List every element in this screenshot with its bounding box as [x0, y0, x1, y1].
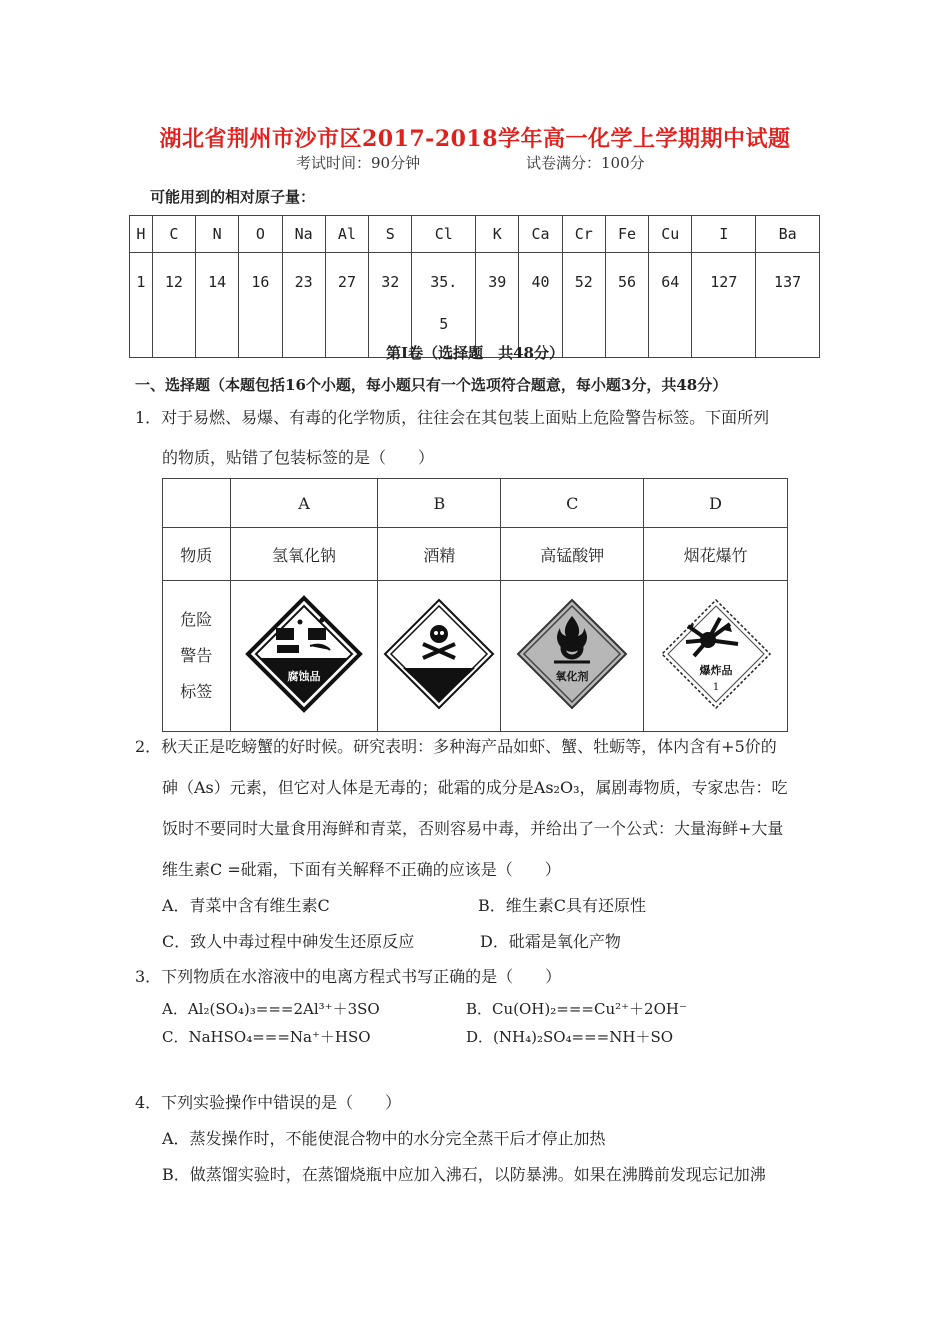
corrosive-sign-text: 腐蚀品: [287, 670, 321, 683]
q1-sign-b: [378, 581, 501, 732]
mass-cell: 56: [605, 253, 648, 358]
q1-substance-row: [163, 528, 788, 581]
q2-line1: 2．秋天正是吃螃蟹的好时候。研究表明：多种海产品如虾、蟹、牡蛎等，体内含有+5价的: [135, 737, 777, 756]
q1-corner-cell: [163, 479, 231, 528]
q1-substance-label: 物质: [163, 528, 231, 581]
q1-sign-a: [230, 581, 378, 732]
q2-line4: 维生素C =砒霜，下面有关解释不正确的应该是（ ）: [162, 860, 561, 879]
q3-stem: 3．下列物质在水溶液中的电离方程式书写正确的是（ ）: [135, 967, 562, 986]
q3-option-d: D．(NH₄)₂SO₄===NH＋SO: [466, 1028, 674, 1046]
toxic-sign-icon: [381, 596, 497, 712]
element-cell: H: [130, 216, 153, 253]
mass-cell: 39: [476, 253, 519, 358]
mass-cell: 35. 5: [412, 253, 476, 358]
atomic-mass-table: [129, 215, 820, 358]
q1-warning-label: [163, 581, 231, 732]
element-cell: Ba: [756, 216, 820, 253]
mass-cell: 137: [756, 253, 820, 358]
q1-option-header: B: [378, 479, 501, 528]
mass-cell: 14: [196, 253, 239, 358]
mass-cell: 40: [519, 253, 562, 358]
element-cell: K: [476, 216, 519, 253]
element-cell: I: [692, 216, 756, 253]
mass-cell: 27: [325, 253, 368, 358]
mass-cell: 52: [562, 253, 605, 358]
q4-stem: 4．下列实验操作中错误的是（ ）: [135, 1093, 402, 1112]
q1-option-header: A: [230, 479, 378, 528]
mass-cell: 32: [369, 253, 412, 358]
q2-option-a: A．青菜中含有维生素C: [162, 896, 330, 915]
q1-sign-c: [501, 581, 644, 732]
warning-label-line: 标签: [180, 682, 213, 701]
explosive-sign-text: 爆炸品: [699, 664, 733, 677]
q1-option-header: D: [644, 479, 788, 528]
q2-option-c: C．致人中毒过程中砷发生还原反应: [162, 932, 415, 951]
element-row: [130, 216, 820, 253]
element-cell: Fe: [605, 216, 648, 253]
explosive-sign-icon: [658, 596, 774, 712]
q1-line2: 的物质，贴错了包装标签的是（ ）: [162, 448, 435, 467]
section-heading: 第Ⅰ卷（选择题 共48分）: [386, 344, 564, 362]
q2-line3: 饭时不要同时大量食用海鲜和青菜，否则容易中毒，并给出了一个公式：大量海鲜+大量: [162, 819, 784, 838]
mass-cell: 23: [282, 253, 325, 358]
mass-cell: 16: [239, 253, 282, 358]
q3-option-c: C．NaHSO₄===Na⁺＋HSO: [162, 1028, 371, 1046]
q1-option-header: C: [501, 479, 644, 528]
q1-table: [162, 478, 788, 732]
element-cell: N: [196, 216, 239, 253]
q2-option-b: B．维生素C具有还原性: [478, 896, 647, 915]
element-cell: O: [239, 216, 282, 253]
element-cell: Cr: [562, 216, 605, 253]
exam-title: 湖北省荆州市沙市区2017-2018学年高一化学上学期期中试题: [159, 126, 791, 152]
mass-cell: 12: [152, 253, 195, 358]
element-cell: Ca: [519, 216, 562, 253]
atomic-mass-label: 可能用到的相对原子量：: [150, 188, 316, 206]
q1-substance-c: 高锰酸钾: [501, 528, 644, 581]
q1-header-row: [163, 479, 788, 528]
q3-option-a: A．Al₂(SO₄)₃===2Al³⁺＋3SO: [162, 1000, 380, 1018]
q1-substance-d: 烟花爆竹: [644, 528, 788, 581]
element-cell: S: [369, 216, 412, 253]
explosive-sign-number: 1: [712, 682, 719, 693]
corrosive-sign-icon: [244, 594, 364, 714]
element-cell: Al: [325, 216, 368, 253]
q2-option-d: D．砒霜是氧化产物: [480, 932, 621, 951]
q3-option-b: B．Cu(OH)₂===Cu²⁺＋2OH⁻: [466, 1000, 687, 1018]
q2-line2: 砷（As）元素，但它对人体是无毒的；砒霜的成分是As₂O₃，属剧毒物质，专家忠告：吃: [162, 778, 788, 797]
element-cell: Cu: [649, 216, 692, 253]
element-cell: C: [152, 216, 195, 253]
q1-substance-b: 酒精: [378, 528, 501, 581]
q4-option-b: B．做蒸馏实验时，在蒸馏烧瓶中应加入沸石，以防暴沸。如果在沸腾前发现忘记加沸: [162, 1165, 766, 1184]
q1-line1: 1．对于易燃、易爆、有毒的化学物质，往往会在其包装上面贴上危险警告标签。下面所列: [135, 408, 770, 427]
q4-option-a: A．蒸发操作时，不能使混合物中的水分完全蒸干后才停止加热: [162, 1129, 606, 1148]
full-score: 试卷满分：100分: [526, 154, 645, 172]
warning-label-line: 危险: [180, 610, 213, 629]
warning-label-line: 警告: [180, 646, 213, 665]
exam-time: 考试时间：90分钟: [296, 154, 421, 172]
q1-warning-row: [163, 581, 788, 732]
element-cell: Cl: [412, 216, 476, 253]
oxidizer-sign-text: 氧化剂: [555, 670, 589, 683]
element-cell: Na: [282, 216, 325, 253]
mass-cell: 1: [130, 253, 153, 358]
q1-substance-a: 氢氧化钠: [230, 528, 378, 581]
q1-sign-d: [644, 581, 788, 732]
oxidizer-sign-icon: [514, 596, 630, 712]
mass-cell: 127: [692, 253, 756, 358]
mass-cell: 64: [649, 253, 692, 358]
section-instructions: 一、选择题（本题包括16个小题，每小题只有一个选项符合题意，每小题3分，共48分）: [135, 376, 728, 394]
